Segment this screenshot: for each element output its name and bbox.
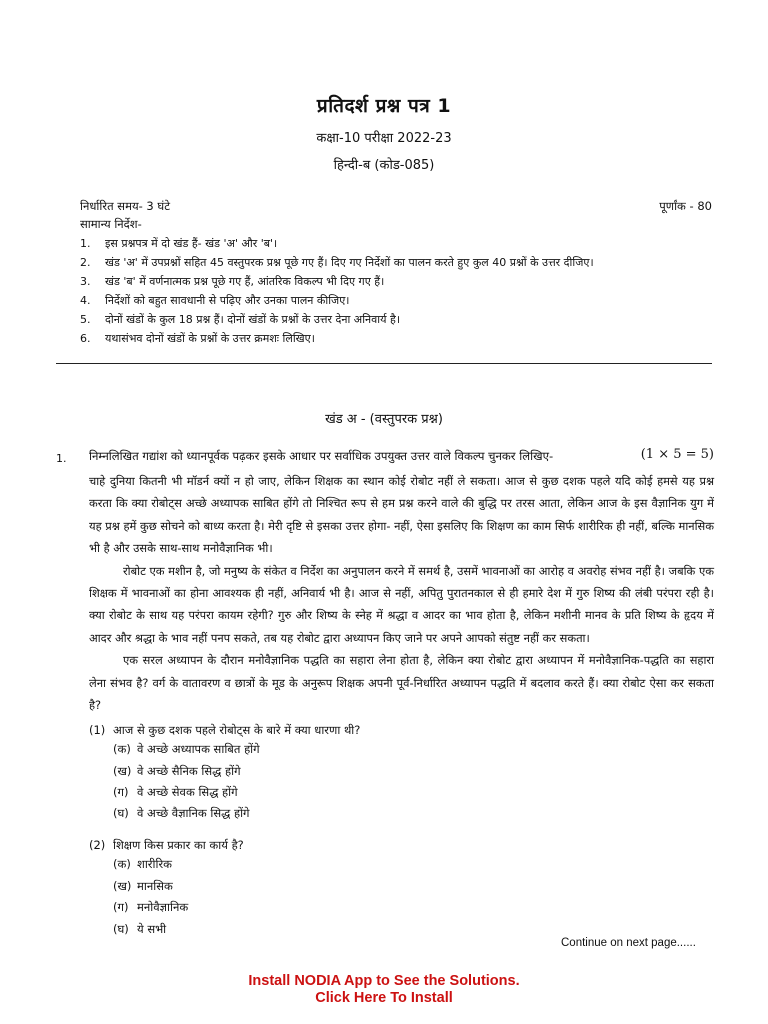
sub-question-num: (1)	[89, 723, 106, 737]
option-label: (ग)	[113, 900, 129, 914]
option	[113, 900, 188, 915]
option-label: (ख)	[113, 764, 132, 778]
continue-note: Continue on next page......	[561, 937, 696, 949]
passage	[89, 470, 714, 716]
instruction-num: 1.	[80, 237, 91, 250]
question-instruction-line	[89, 449, 714, 464]
instruction-num: 3.	[80, 275, 91, 288]
instruction-text: यथासंभव दोनों खंडों के प्रश्नों के उत्तर क्रमशः लिखिए।	[105, 332, 315, 345]
option-text: मनोवैज्ञानिक	[137, 900, 189, 914]
option-text: शारीरिक	[137, 857, 172, 871]
sub-question-text: शिक्षण किस प्रकार का कार्य है?	[113, 838, 244, 852]
instructions-list	[80, 234, 720, 348]
option	[113, 879, 173, 894]
install-app-link[interactable]: Install NODIA App to See the Solutions.	[248, 973, 520, 989]
passage-paragraph: रोबोट एक मशीन है, जो मनुष्य के संकेत व निर्देश का अनुपालन करने में समर्थ है, उसमें भावनाओं का आरोह व अवरोह संभव नहीं है। जबकि एक शिक्षक में भावनाओं का होना आवश्यक ही नहीं, अनिवार्य भी है। आज से नहीं, अपितु पुरातनकाल से ही हमारे देश में गुरु शिष्य की लंबी परंपरा रही है। क्या रोबोट के साथ यह परंपरा कायम रहेगी? गुरु और शिष्य के स्नेह में श्रद्धा व आदर का भाव होता है, लेकिन मशीनी मानव के प्रति शिष्य के हृदय में आदर और श्रद्धा के भाव नहीं पनप सकते, तब यह रोबोट द्वारा अध्यापन किए जाने पर अपने आपको संतुष्ट नहीं कर सकता।	[89, 563, 714, 645]
instruction-num: 6.	[80, 332, 91, 345]
instructions-heading: सामान्य निर्देश-	[80, 217, 142, 231]
passage-paragraph: चाहे दुनिया कितनी भी मॉडर्न क्यों न हो जाए, लेकिन शिक्षक का स्थान कोई रोबोट नहीं ले सकता। आज से कुछ दशक पहले यदि कोई हमसे यह प्रश्न करता कि क्या रोबोट्स अच्छे अध्यापक साबित होंगे तो निश्चित रूप से हम प्रश्न करने वाले की बुद्धि पर तरस आता, लेकिन आज के इस वैज्ञानिक युग में यह प्रश्न हमें कुछ सोचने को बाध्य करता है। मेरी दृष्टि से इसका उत्तर होगा- नहीं, ऐसा इसलिए कि शिक्षण का काम सिर्फ शारीरिक ही नहीं, बल्कि मानसिक भी है और उसके साथ-साथ मनोवैज्ञानिक भी।	[89, 474, 714, 556]
instruction-item	[80, 272, 720, 291]
max-marks: पूर्णांक - 80	[659, 199, 712, 213]
instruction-text: खंड 'अ' में उपप्रश्नों सहित 45 वस्तुपरक प्रश्न पूछे गए हैं। दिए गए निर्देशों का पालन करते हुए कुल 40 प्रश्नों के उत्तर दीजिए।	[105, 256, 594, 269]
sub-question-text: आज से कुछ दशक पहले रोबोट्स के बारे में क्या धारणा थी?	[113, 723, 361, 737]
meta-row	[80, 199, 712, 214]
subject-line: हिन्दी-ब (कोड-085)	[333, 158, 435, 173]
option-text: ये सभी	[137, 922, 167, 936]
option-label: (घ)	[113, 806, 129, 820]
option	[113, 922, 166, 937]
option-text: मानसिक	[137, 879, 173, 893]
instruction-num: 4.	[80, 294, 91, 307]
option-label: (घ)	[113, 922, 129, 936]
option-text: वे अच्छे सेवक सिद्ध होंगे	[137, 785, 238, 799]
class-exam-line: कक्षा-10 परीक्षा 2022-23	[316, 131, 452, 146]
sub-question	[89, 723, 360, 738]
option-label: (क)	[113, 742, 131, 756]
instruction-item	[80, 310, 720, 329]
question-marks: (1 × 5 = 5)	[640, 447, 714, 462]
option	[113, 806, 250, 821]
option-text: वे अच्छे सैनिक सिद्ध होंगे	[137, 764, 241, 778]
instruction-text: निर्देशों को बहुत सावधानी से पढ़िए और उनका पालन कीजिए।	[105, 294, 350, 307]
option	[113, 764, 241, 779]
question-instruction: निम्नलिखित गद्यांश को ध्यानपूर्वक पढ़कर इसके आधार पर सर्वाधिक उपयुक्त उत्तर वाले विकल्प चुनकर लिखिए-	[89, 449, 554, 463]
section-divider	[56, 363, 712, 364]
sub-question-num: (2)	[89, 838, 106, 852]
passage-paragraph: एक सरल अध्यापन के दौरान मनोवैज्ञानिक पद्धति का सहारा लेना होता है, लेकिन क्या रोबोट द्वारा अध्यापन में मनोवैज्ञानिक-पद्धति का सहारा लेना संभव है? वर्ग के वातावरण व छात्रों के मूड के अनुरूप शिक्षक अपनी पूर्व-निर्धारित अध्यापन पद्धति में बदलाव करते हैं। क्या रोबोट ऐसा कर सकता है?	[89, 653, 714, 713]
instruction-item	[80, 329, 720, 348]
instruction-text: इस प्रश्नपत्र में दो खंड हैं- खंड 'अ' और 'ब'।	[105, 237, 278, 250]
click-to-install-link[interactable]: Click Here To Install	[315, 990, 453, 1006]
instruction-text: दोनों खंडों के कुल 18 प्रश्न हैं। दोनों खंडों के प्रश्नों के उत्तर देना अनिवार्य है।	[105, 313, 401, 326]
paper-title: प्रतिदर्श प्रश्न पत्र 1	[316, 95, 452, 117]
option-label: (क)	[113, 857, 131, 871]
section-title: खंड अ - (वस्तुपरक प्रश्न)	[325, 412, 443, 427]
instruction-num: 5.	[80, 313, 91, 326]
option-text: वे अच्छे वैज्ञानिक सिद्ध होंगे	[137, 806, 250, 820]
option-text: वे अच्छे अध्यापक साबित होंगे	[137, 742, 260, 756]
instruction-item	[80, 234, 720, 253]
option-label: (ख)	[113, 879, 132, 893]
option-label: (ग)	[113, 785, 129, 799]
question-number: 1.	[56, 452, 67, 465]
instruction-item	[80, 253, 720, 272]
instruction-text: खंड 'ब' में वर्णनात्मक प्रश्न पूछे गए हैं, आंतरिक विकल्प भी दिए गए हैं।	[105, 275, 385, 288]
option	[113, 742, 260, 757]
instruction-num: 2.	[80, 256, 91, 269]
instruction-item	[80, 291, 720, 310]
time-allowed: निर्धारित समय- 3 घंटे	[80, 199, 170, 213]
sub-question	[89, 838, 244, 853]
option	[113, 785, 238, 800]
option	[113, 857, 172, 872]
